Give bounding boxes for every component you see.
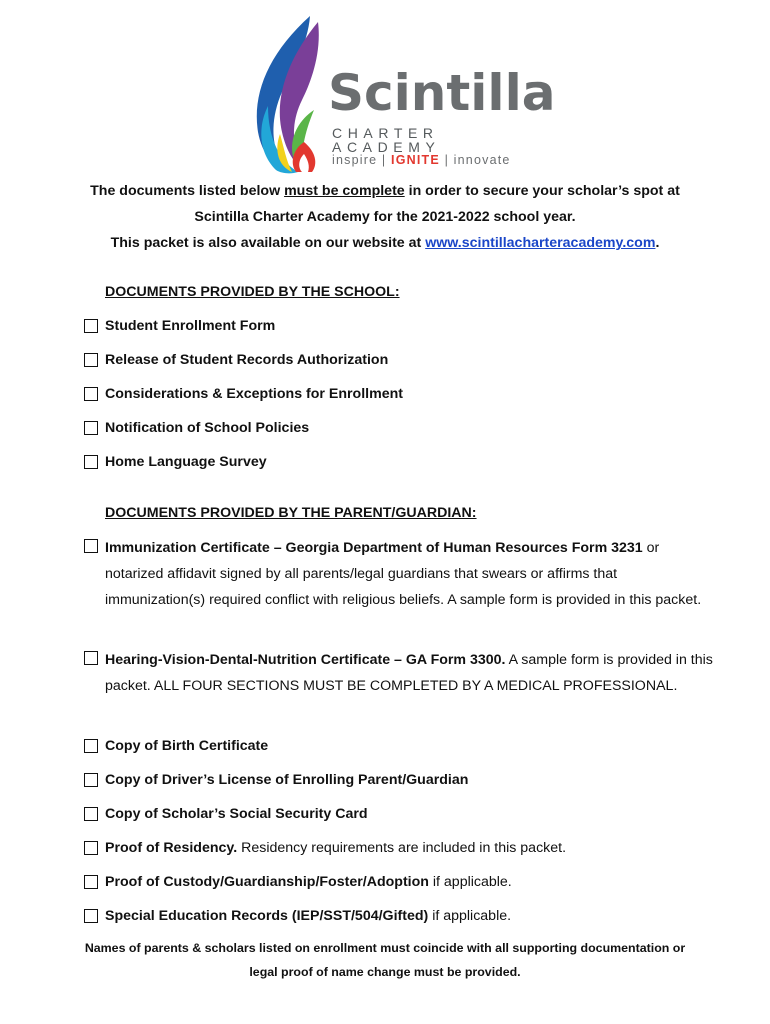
item-title: Proof of Residency.: [105, 840, 238, 856]
checklist-label: [105, 801, 717, 827]
logo-wordmark: Scintilla: [328, 64, 556, 122]
checkbox[interactable]: [84, 773, 98, 787]
checkbox[interactable]: [84, 739, 98, 753]
checklist-label: [105, 535, 717, 613]
checklist-label: Student Enrollment Form: [105, 318, 276, 334]
checkbox[interactable]: [84, 319, 98, 333]
checklist-label: [105, 733, 717, 759]
item-detail: if applicable.: [428, 874, 512, 890]
intro-text: The documents listed below: [90, 183, 285, 199]
item-title: Immunization Certificate – Georgia Department of Human Resources Form 3231: [105, 540, 643, 556]
checklist-label: Home Language Survey: [105, 454, 267, 470]
intro-line-1: [0, 178, 770, 204]
checkbox[interactable]: [84, 455, 98, 469]
footer-note: [0, 936, 770, 984]
item-detail: A sample form is provided in this packet. ALL FOUR SECTIONS MUST BE COMPLETED BY A MEDICAL PROFESSIONAL.: [105, 652, 713, 694]
item-detail: if applicable.: [428, 908, 512, 924]
intro-text: .: [655, 235, 660, 251]
school-documents-heading: DOCUMENTS PROVIDED BY THE SCHOOL:: [105, 284, 400, 300]
flame-logo-icon: [248, 14, 338, 174]
checkbox[interactable]: [84, 909, 98, 923]
footer-line-2: legal proof of name change must be provided.: [249, 965, 521, 979]
logo-tagline: [332, 154, 511, 167]
checklist-label: Notification of School Policies: [105, 420, 310, 436]
intro-line-3: [0, 230, 770, 256]
item-title: Copy of Scholar’s Social Security Card: [105, 806, 368, 822]
school-logo: [248, 14, 556, 174]
checkbox[interactable]: [84, 875, 98, 889]
tagline-inspire: inspire |: [332, 153, 392, 167]
tagline-ignite: IGNITE: [391, 153, 440, 167]
intro-paragraph: [0, 178, 770, 256]
item-title: Copy of Driver’s License of Enrolling Parent/Guardian: [105, 772, 469, 788]
intro-line-2: Scintilla Charter Academy for the 2021-2022 school year.: [194, 209, 576, 225]
checkbox[interactable]: [84, 651, 98, 665]
website-link[interactable]: www.scintillacharteracademy.com: [425, 235, 656, 251]
checkbox[interactable]: [84, 387, 98, 401]
item-title: Hearing-Vision-Dental-Nutrition Certificate – GA Form 3300.: [105, 652, 506, 668]
footer-line-1: Names of parents & scholars listed on enrollment must coincide with all supporting documentation or: [84, 941, 686, 955]
parent-documents-heading: DOCUMENTS PROVIDED BY THE PARENT/GUARDIAN:: [105, 505, 477, 521]
checkbox[interactable]: [84, 807, 98, 821]
checklist-label: Release of Student Records Authorization: [105, 352, 389, 368]
intro-text: in order to secure your scholar’s spot at: [404, 183, 680, 199]
checklist-label: [105, 647, 717, 699]
item-detail: Residency requirements are included in this packet.: [237, 840, 567, 856]
checklist-label: [105, 869, 717, 895]
checkbox[interactable]: [84, 353, 98, 367]
item-detail: or notarized affidavit signed by all parents/legal guardians that swears or affirms that immunization(s) required conflict with religious beliefs. A sample form is provided in this packet.: [105, 540, 702, 608]
intro-text: This packet is also available on our website at: [110, 235, 426, 251]
checklist-label: [105, 767, 717, 793]
logo-subtitle: CHARTER ACADEMY: [332, 125, 441, 155]
item-title: Copy of Birth Certificate: [105, 738, 269, 754]
item-title: Proof of Custody/Guardianship/Foster/Adoption: [105, 874, 429, 890]
checklist-label: [105, 835, 717, 861]
checklist-label: [105, 903, 717, 929]
tagline-innovate: | innovate: [439, 153, 511, 167]
checkbox[interactable]: [84, 539, 98, 553]
item-title: Special Education Records (IEP/SST/504/Gifted): [105, 908, 429, 924]
checkbox[interactable]: [84, 421, 98, 435]
must-be-complete-emphasis: must be complete: [284, 183, 405, 199]
checkbox[interactable]: [84, 841, 98, 855]
checklist-label: Considerations & Exceptions for Enrollment: [105, 386, 403, 402]
